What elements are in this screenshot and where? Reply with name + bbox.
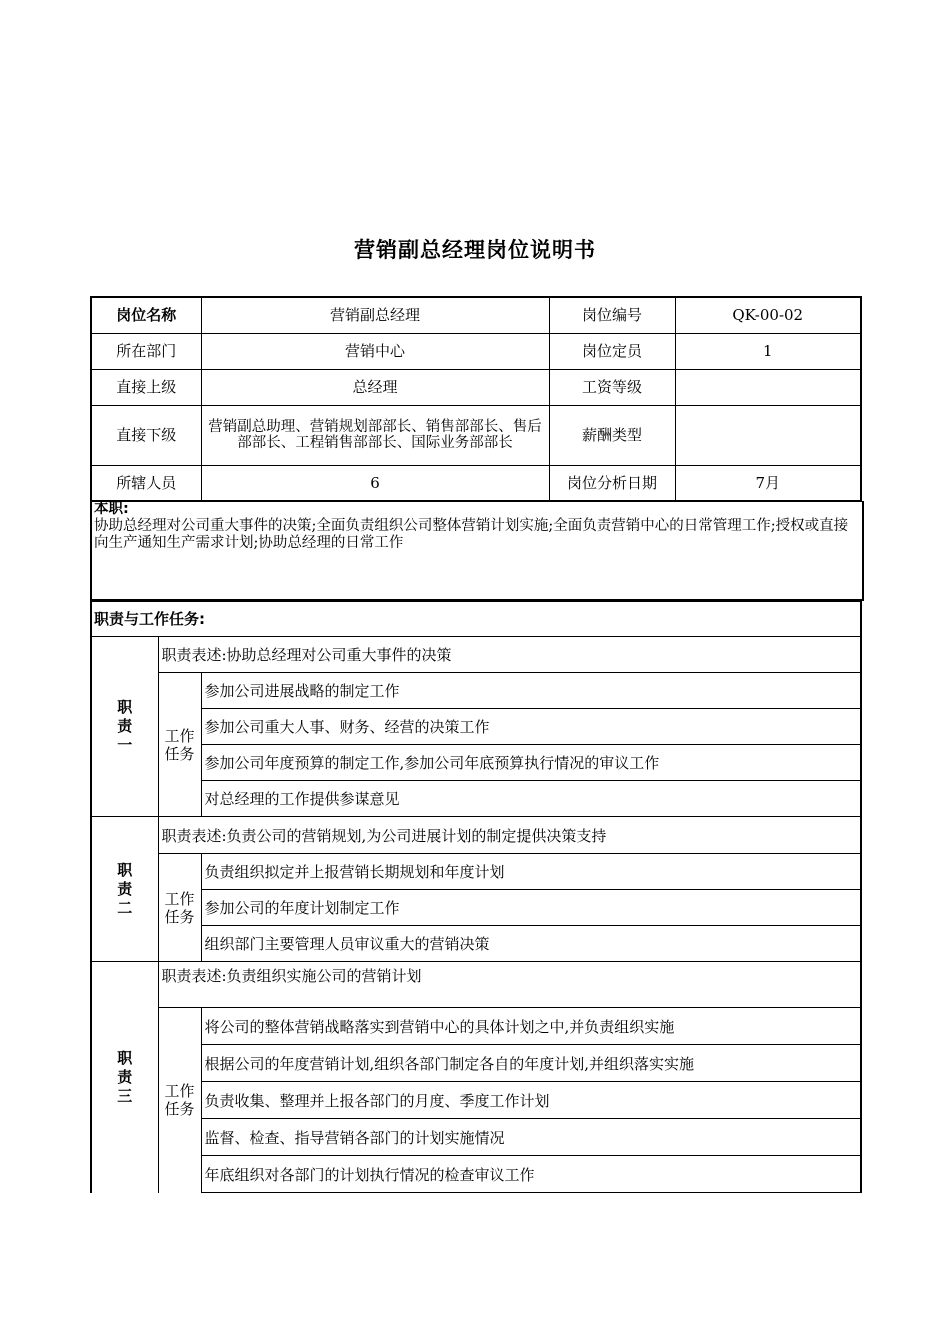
task-item: 对总经理的工作提供参谋意见: [201, 781, 861, 817]
task-label: 工作任务: [164, 726, 195, 763]
task-item: 参加公司进展战略的制定工作: [201, 673, 861, 709]
duty-desc: 职责表述:负责组织实施公司的营销计划: [158, 962, 861, 1008]
task-row: [91, 1082, 861, 1119]
task-item: 年底组织对各部门的计划执行情况的检查审议工作: [201, 1156, 861, 1193]
info-value: [675, 369, 861, 405]
info-row: [91, 405, 861, 465]
info-value: 6: [201, 465, 549, 501]
task-row: [91, 854, 861, 890]
info-label: 岗位名称: [91, 297, 201, 333]
duty-table: [90, 961, 862, 1193]
duty-table: [90, 636, 862, 817]
info-label: 薪酬类型: [549, 405, 675, 465]
basic-info-table: [90, 296, 862, 502]
task-row: [91, 1008, 861, 1045]
task-label-cell: [158, 673, 201, 817]
task-label-cell: [158, 854, 201, 962]
task-row: [91, 745, 861, 781]
task-item: 组织部门主要管理人员审议重大的营销决策: [201, 926, 861, 962]
task-item: 根据公司的年度营销计划,组织各部门制定各自的年度计划,并组织落实实施: [201, 1045, 861, 1082]
info-label: 岗位编号: [549, 297, 675, 333]
info-row: [91, 297, 861, 333]
info-value: 营销中心: [201, 333, 549, 369]
task-row: [91, 673, 861, 709]
job-summary: [90, 501, 864, 601]
task-label-cell: [158, 1008, 201, 1193]
info-label: 所在部门: [91, 333, 201, 369]
duty-label: 职责一: [117, 698, 133, 754]
info-value: QK-00-02: [675, 297, 861, 333]
info-label: 岗位定员: [549, 333, 675, 369]
task-item: 负责组织拟定并上报营销长期规划和年度计划: [201, 854, 861, 890]
task-row: [91, 781, 861, 817]
duty-label-cell: [91, 817, 158, 962]
info-label: 岗位分析日期: [549, 465, 675, 501]
info-value: 营销副总经理: [201, 297, 549, 333]
duty-desc-row: [91, 637, 861, 673]
info-value: 总经理: [201, 369, 549, 405]
duty-table: [90, 816, 862, 962]
task-row: [91, 1119, 861, 1156]
info-label: 所辖人员: [91, 465, 201, 501]
info-value: [675, 405, 861, 465]
task-item: 参加公司年度预算的制定工作,参加公司年底预算执行情况的审议工作: [201, 745, 861, 781]
task-row: [91, 926, 861, 962]
task-row: [91, 890, 861, 926]
task-row: [91, 1156, 861, 1193]
info-value: 7月: [675, 465, 861, 501]
info-row: [91, 369, 861, 405]
duty-label-cell: [91, 637, 158, 817]
page-title: 营销副总经理岗位说明书: [354, 238, 596, 262]
task-label: 工作任务: [164, 889, 195, 926]
job-summary-text: 协助总经理对公司重大事件的决策;全面负责组织公司整体营销计划实施;全面负责营销中心的日常管理工作;授权或直接向生产通知生产需求计划;协助总经理的日常工作: [94, 518, 849, 551]
info-value: 营销副总助理、营销规划部部长、销售部部长、售后部部长、工程销售部部长、国际业务部部长: [201, 405, 549, 465]
task-row: [91, 709, 861, 745]
info-row: [91, 333, 861, 369]
task-item: 参加公司重大人事、财务、经营的决策工作: [201, 709, 861, 745]
info-row: [91, 465, 861, 501]
task-label: 工作任务: [164, 1082, 195, 1119]
task-item: 将公司的整体营销战略落实到营销中心的具体计划之中,并负责组织实施: [201, 1008, 861, 1045]
task-row: [91, 1045, 861, 1082]
duty-label: 职责二: [117, 860, 133, 917]
duty-desc: 职责表述:负责公司的营销规划,为公司进展计划的制定提供决策支持: [158, 817, 861, 854]
duty-desc: 职责表述:协助总经理对公司重大事件的决策: [158, 637, 861, 673]
duty-desc-row: [91, 962, 861, 1008]
info-label: 直接上级: [91, 369, 201, 405]
info-value: 1: [675, 333, 861, 369]
job-summary-heading: 本职:: [94, 501, 129, 517]
task-item: 监督、检查、指导营销各部门的计划实施情况: [201, 1119, 861, 1156]
duty-desc-row: [91, 817, 861, 854]
task-item: 负责收集、整理并上报各部门的月度、季度工作计划: [201, 1082, 861, 1119]
info-label: 直接下级: [91, 405, 201, 465]
info-label: 工资等级: [549, 369, 675, 405]
duty-label-cell: [91, 962, 158, 1193]
duty-label: 职责三: [117, 1048, 133, 1105]
duties-heading: 职责与工作任务:: [90, 600, 862, 637]
task-item: 参加公司的年度计划制定工作: [201, 890, 861, 926]
